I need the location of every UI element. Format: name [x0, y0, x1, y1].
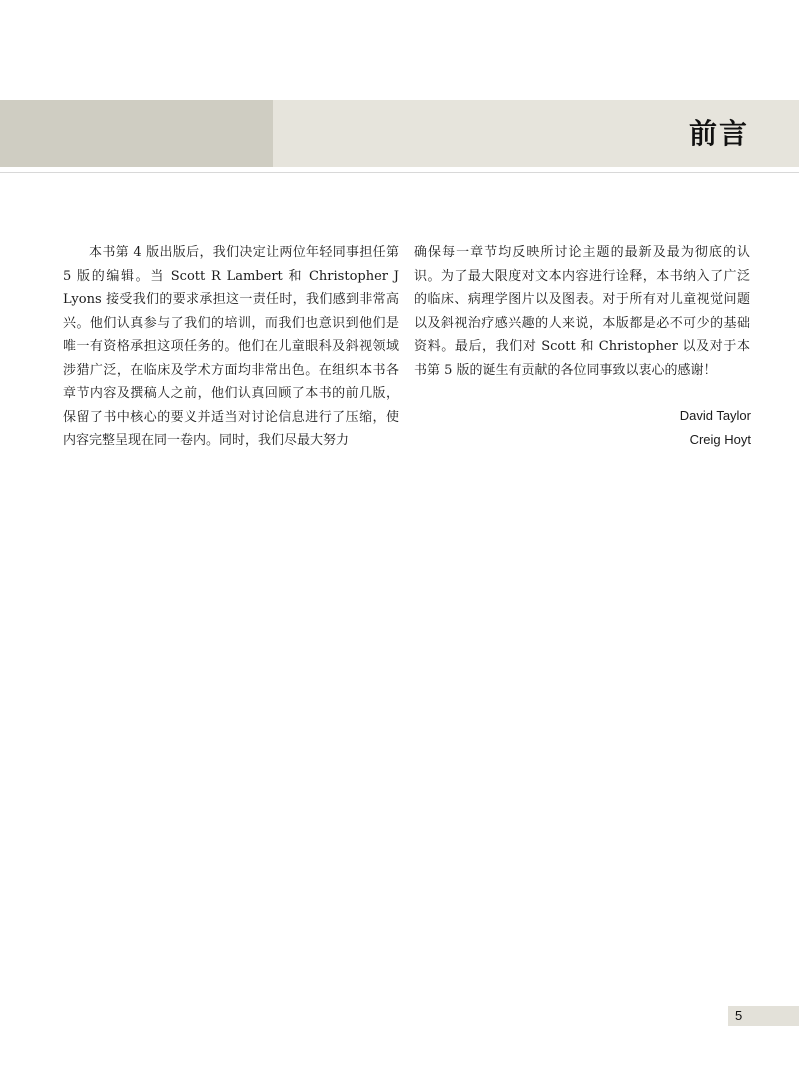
- page-title: 前言: [688, 117, 749, 150]
- header-divider: [0, 172, 799, 173]
- text-column-right: [414, 241, 750, 382]
- text-column-left: [63, 241, 399, 453]
- header-band-accent: [0, 100, 273, 167]
- page-number-tab: [728, 1006, 799, 1026]
- signature-name: Creig Hoyt: [689, 432, 751, 447]
- preface-paragraph-part-1: 本书第 4 版出版后，我们决定让两位年轻同事担任第 5 版的编辑。当 Scott R Lambert 和 Christopher J Lyons 接受我们的要求承担这一责任时，我们感到非常高兴。他们认真参与了我们的培训，而我们也意识到他们是唯一有资格承担这项任务的。他们在儿童眼科及斜视领域涉猎广泛，在临床及学术方面均非常出色。在组织本书各章节内容及撰稿人之前，他们认真回顾了本书的前几版，保留了书中核心的要义并适当对讨论信息进行了压缩，使内容完整呈现在同一卷内。同时，我们尽最大努力: [63, 245, 399, 448]
- header-band: [0, 100, 799, 167]
- signature-block: [680, 404, 751, 452]
- page-number: 5: [735, 1008, 743, 1023]
- preface-paragraph-part-2: 确保每一章节均反映所讨论主题的最新及最为彻底的认识。为了最大限度对文本内容进行诠释，本书纳入了广泛的临床、病理学图片以及图表。对于所有对儿童视觉问题以及斜视治疗感兴趣的人来说，本版都是必不可少的基础资料。最后，我们对 Scott 和 Christopher 以及对于本书第 5 版的诞生有贡献的各位同事致以衷心的感谢！: [414, 245, 750, 378]
- signature-name: David Taylor: [679, 408, 751, 423]
